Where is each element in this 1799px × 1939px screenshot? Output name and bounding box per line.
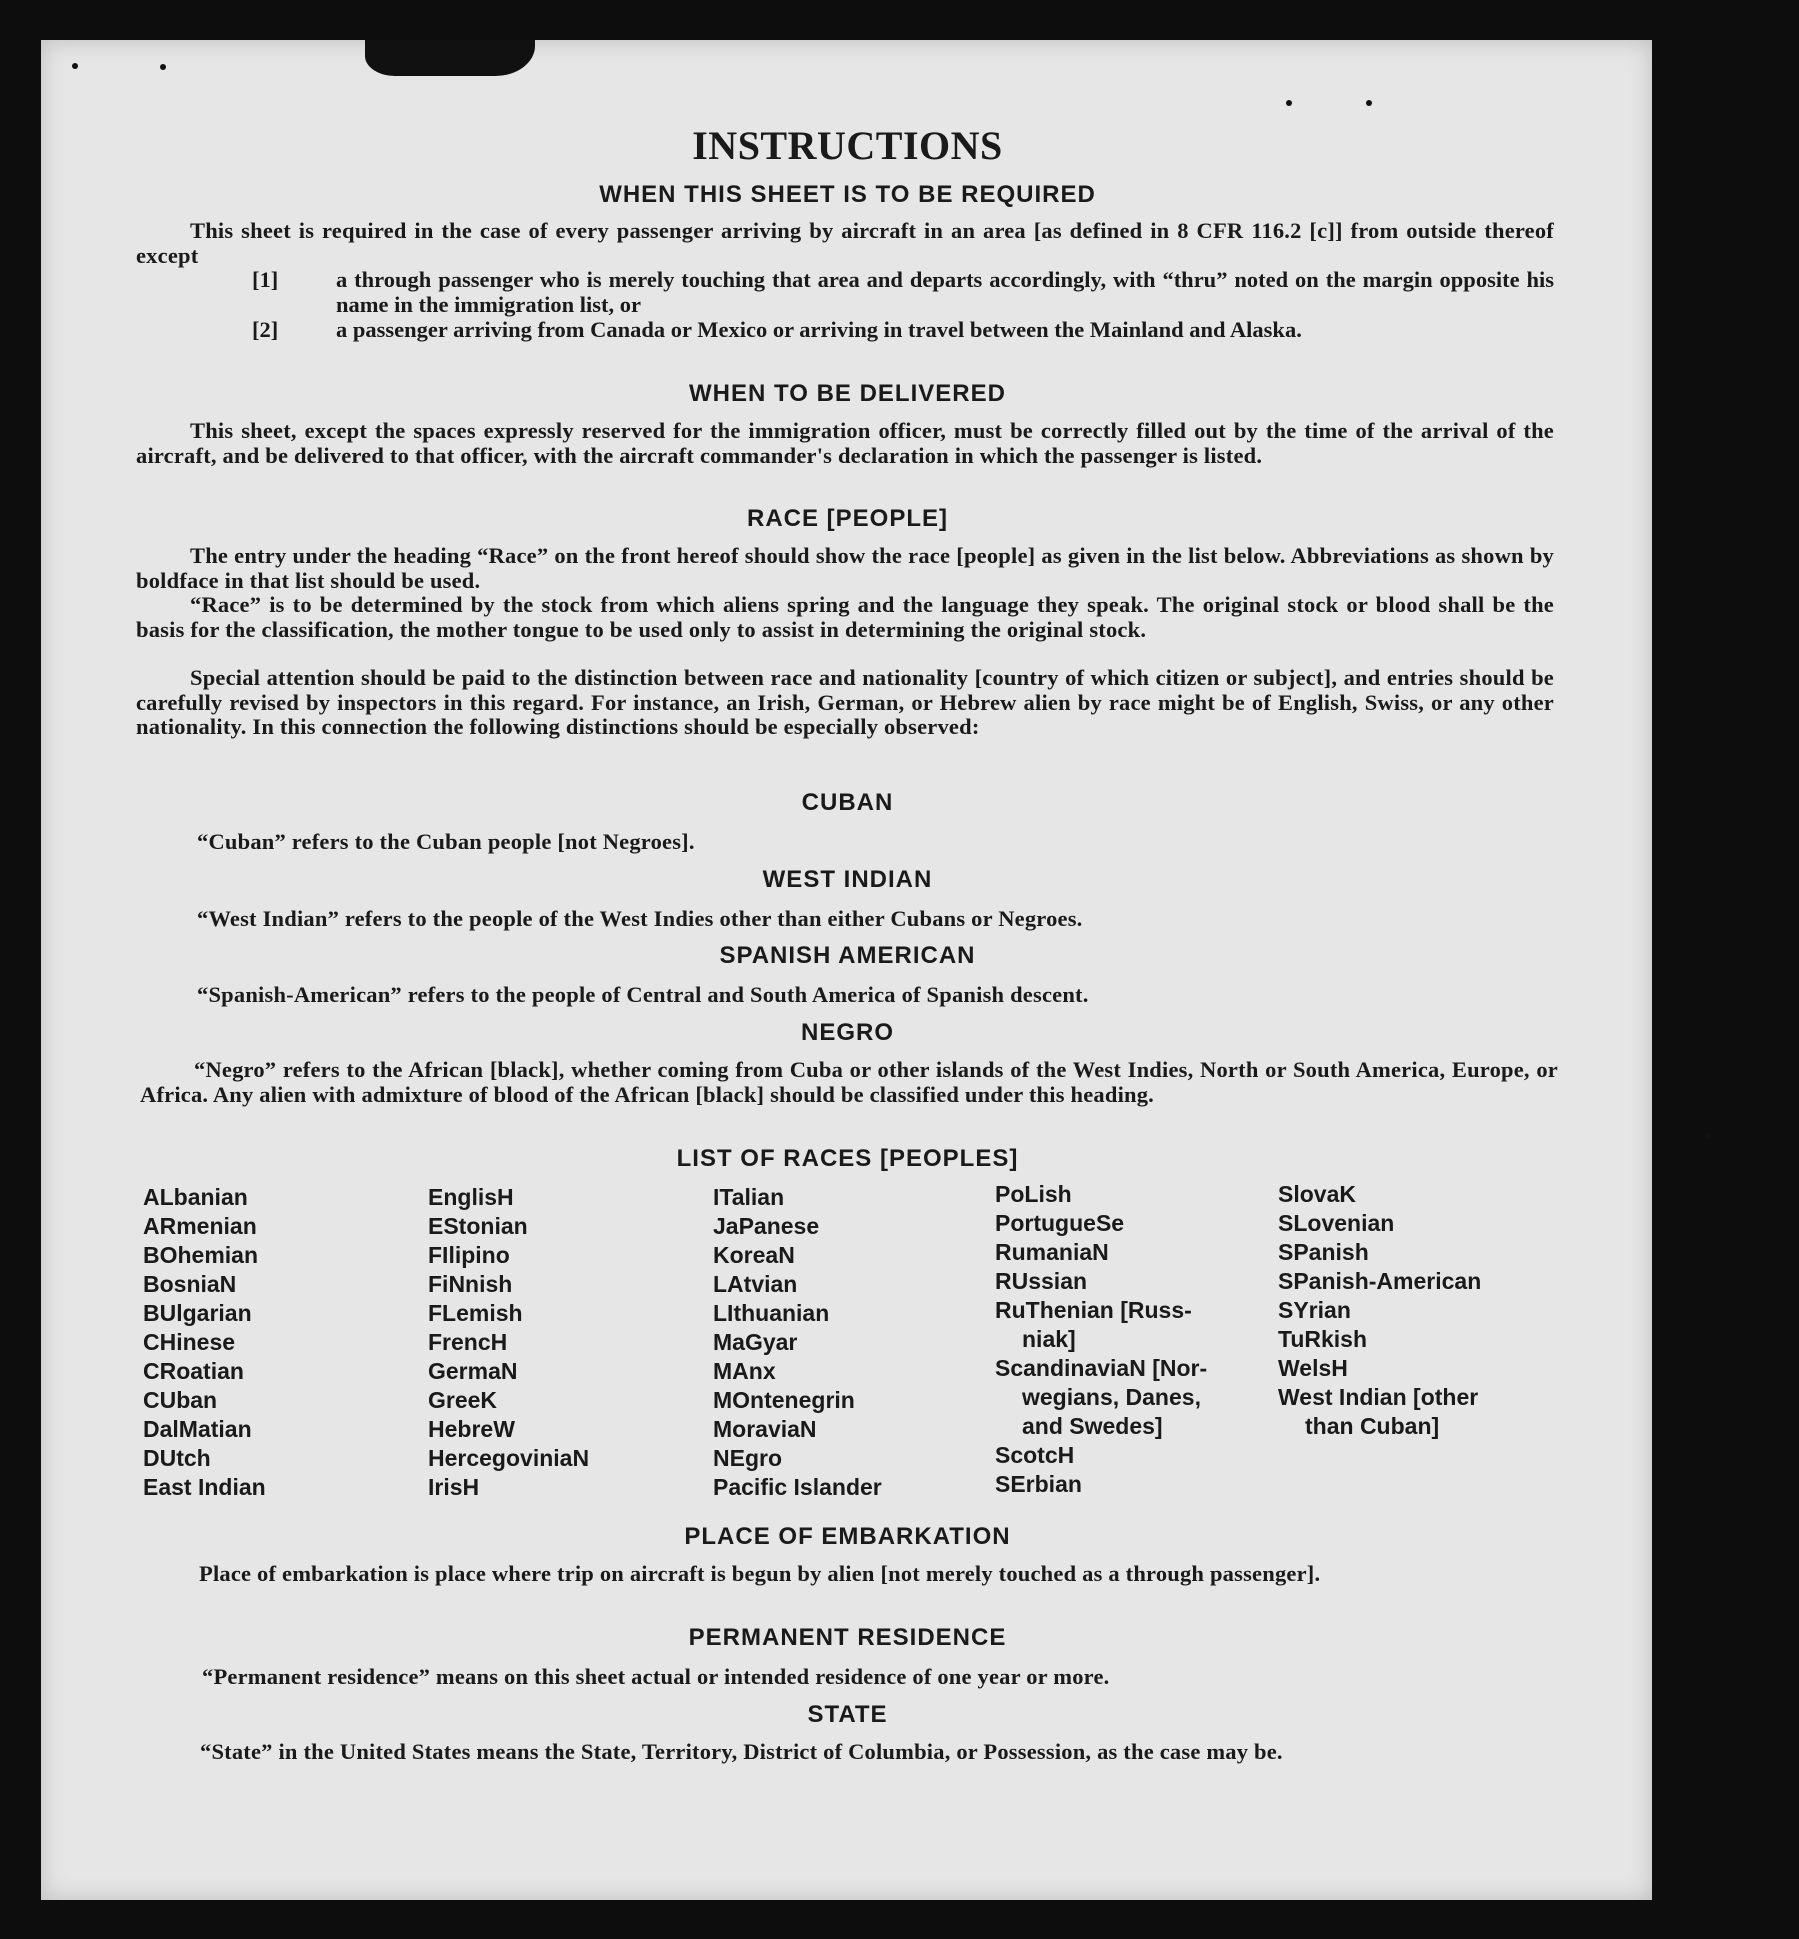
- race-entry: HercegoviniaN: [428, 1445, 590, 1471]
- race-paragraph-3: Special attention should be paid to the distinction between race and nationality [country of which citizen or subject], and entries should be carefully revised by inspectors in this regard. For instance, an Irish, German, or Hebrew alien by race might be of English, Swiss, or any other nationality. In this connection the following distinctions should be especially observed:: [136, 665, 1554, 739]
- negro-text: “Negro” refers to the African [black], whether coming from Cuba or other islands of the West Indies, North or South America, Europe, or Africa. Any alien with admixture of blood of the African [black] should be classified under this heading.: [140, 1057, 1558, 1107]
- race-entry: RumaniaN: [995, 1239, 1109, 1265]
- race-paragraph-2: “Race” is to be determined by the stock from which aliens spring and the language they speak. The original stock or blood shall be the basis for the classification, the mother tongue to be used only to assist in determining the original stock.: [136, 592, 1554, 642]
- race-entry: RUssian: [995, 1268, 1088, 1294]
- item-text: a through passenger who is merely touching that area and departs accordingly, with “thru” noted on the margin opposite his name in the immigration list, or: [336, 267, 1554, 317]
- race-entry: FiNnish: [428, 1271, 513, 1297]
- race-entry: SPanish-American: [1278, 1268, 1482, 1294]
- heading-list-of-races: LIST OF RACES [PEOPLES]: [676, 1145, 1019, 1172]
- race-list-column-5: [1278, 1180, 1481, 1441]
- heading-west-indian: WEST INDIAN: [762, 866, 933, 893]
- west-indian-text: “West Indian” refers to the people of the West Indies other than either Cubans or Negroes.: [197, 906, 1083, 931]
- race-entry: ITalian: [713, 1184, 785, 1210]
- race-entry: GreeK: [428, 1387, 498, 1413]
- race-entry: FIlipino: [428, 1242, 510, 1268]
- race-entry: GermaN: [428, 1358, 518, 1384]
- race-entry: FLemish: [428, 1300, 523, 1326]
- heading-permanent-residence: PERMANENT RESIDENCE: [688, 1624, 1007, 1651]
- race-list-column-1: [143, 1183, 266, 1502]
- place-of-embarkation-text: Place of embarkation is place where trip on aircraft is begun by alien [not merely touched as a through passenger].: [199, 1561, 1321, 1586]
- race-entry: RuThenian [Russ-: [995, 1297, 1192, 1323]
- race-entry: JaPanese: [713, 1213, 820, 1239]
- race-paragraph-1: The entry under the heading “Race” on the front hereof should show the race [people] as given in the list below. Abbreviations as shown by boldface in that list should be used.: [136, 543, 1554, 593]
- race-entry: LAtvian: [713, 1271, 798, 1297]
- heading-cuban: CUBAN: [801, 789, 894, 816]
- race-entry: niak]: [1022, 1326, 1076, 1352]
- item-number: [1]: [252, 267, 279, 292]
- race-entry: SYrian: [1278, 1297, 1351, 1323]
- heading-race: RACE [PEOPLE]: [746, 505, 948, 532]
- page-title: INSTRUCTIONS: [692, 123, 1003, 168]
- race-entry: ARmenian: [143, 1213, 257, 1239]
- race-entry: ALbanian: [143, 1184, 248, 1210]
- race-entry: than Cuban]: [1305, 1413, 1440, 1439]
- heading-negro: NEGRO: [800, 1019, 894, 1046]
- race-entry: SLovenian: [1278, 1210, 1395, 1236]
- race-entry: PortugueSe: [995, 1210, 1125, 1236]
- race-entry: FrencH: [428, 1329, 508, 1355]
- race-entry: IrisH: [428, 1474, 480, 1500]
- race-entry: PoLish: [995, 1181, 1072, 1207]
- race-entry: BUlgarian: [143, 1300, 252, 1326]
- race-entry: NEgro: [713, 1445, 782, 1471]
- when-required-intro: This sheet is required in the case of every passenger arriving by aircraft in an area [as defined in 8 CFR 116.2 [c]] from outside thereof except: [136, 218, 1554, 268]
- race-entry: MOntenegrin: [713, 1387, 855, 1413]
- item-number: [2]: [252, 317, 279, 342]
- race-entry: ScotcH: [995, 1442, 1075, 1468]
- race-entry: EStonian: [428, 1213, 528, 1239]
- race-entry: MaGyar: [713, 1329, 798, 1355]
- race-entry: CRoatian: [143, 1358, 244, 1384]
- race-entry: ScandinaviaN [Nor-: [995, 1355, 1208, 1381]
- race-entry: SPanish: [1278, 1239, 1369, 1265]
- when-delivered-text: This sheet, except the spaces expressly reserved for the immigration officer, must be correctly filled out by the time of the arrival of the aircraft, and be delivered to that officer, with the aircraft commander's declaration in which the passenger is listed.: [136, 418, 1554, 468]
- exception-item-2: [252, 318, 1554, 368]
- race-entry: HebreW: [428, 1416, 515, 1442]
- race-entry: SlovaK: [1278, 1181, 1356, 1207]
- spanish-american-text: “Spanish-American” refers to the people of Central and South America of Spanish descent.: [197, 982, 1089, 1007]
- race-entry: Pacific Islander: [713, 1474, 882, 1500]
- race-entry: TuRkish: [1278, 1326, 1368, 1352]
- race-list-column-4: [995, 1180, 1207, 1499]
- cuban-text: “Cuban” refers to the Cuban people [not Negroes].: [197, 829, 695, 854]
- heading-when-required: WHEN THIS SHEET IS TO BE REQUIRED: [599, 181, 1096, 208]
- heading-spanish-american: SPANISH AMERICAN: [719, 942, 976, 969]
- race-entry: wegians, Danes,: [1022, 1384, 1201, 1410]
- race-entry: DalMatian: [143, 1416, 252, 1442]
- heading-state: STATE: [807, 1701, 888, 1728]
- race-list-column-3: [713, 1183, 882, 1502]
- race-list-column-2: [428, 1183, 589, 1502]
- race-entry: CHinese: [143, 1329, 236, 1355]
- race-entry: MoraviaN: [713, 1416, 817, 1442]
- state-text: “State” in the United States means the State, Territory, District of Columbia, or Possession, as the case may be.: [200, 1739, 1283, 1764]
- exception-item-1: [252, 268, 1554, 318]
- race-entry: MAnx: [713, 1358, 776, 1384]
- race-entry: West Indian [other: [1278, 1384, 1479, 1410]
- item-text: a passenger arriving from Canada or Mexico or arriving in travel between the Mainland and Alaska.: [336, 317, 1302, 342]
- race-entry: BosniaN: [143, 1271, 237, 1297]
- race-entry: East Indian: [143, 1474, 266, 1500]
- race-entry: EnglisH: [428, 1184, 514, 1210]
- race-entry: CUban: [143, 1387, 218, 1413]
- race-entry: BOhemian: [143, 1242, 259, 1268]
- race-entry: and Swedes]: [1022, 1413, 1163, 1439]
- permanent-residence-text: “Permanent residence” means on this sheet actual or intended residence of one year or more.: [202, 1664, 1110, 1689]
- heading-when-delivered: WHEN TO BE DELIVERED: [689, 380, 1006, 407]
- race-entry: WelsH: [1278, 1355, 1348, 1381]
- race-entry: DUtch: [143, 1445, 211, 1471]
- race-entry: SErbian: [995, 1471, 1082, 1497]
- race-entry: LIthuanian: [713, 1300, 830, 1326]
- race-entry: KoreaN: [713, 1242, 795, 1268]
- heading-place-of-embarkation: PLACE OF EMBARKATION: [684, 1523, 1011, 1550]
